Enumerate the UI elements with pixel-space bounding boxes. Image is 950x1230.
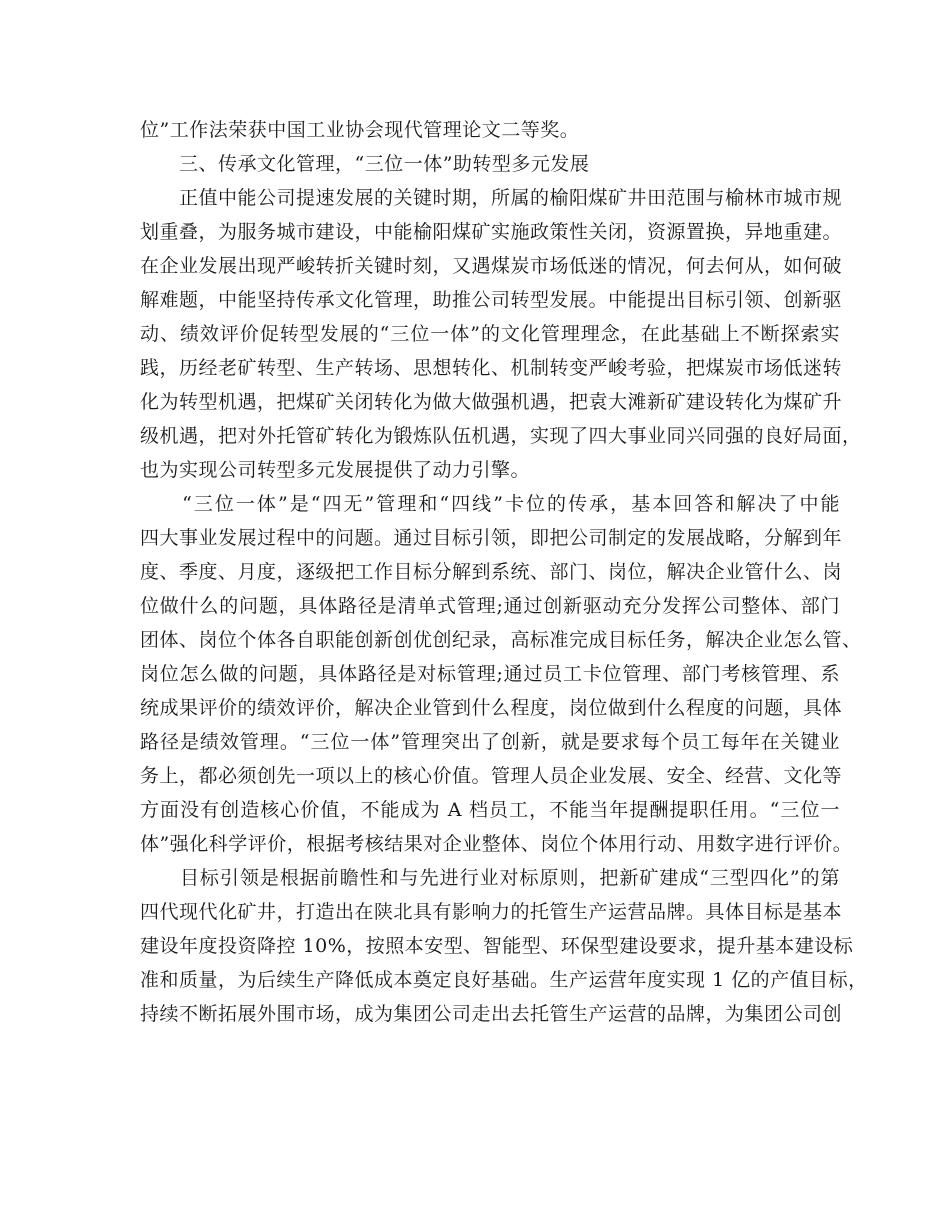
text-line: 方面没有创造核心价值，不能成为 A 档员工，不能当年提酬提职任用。“三位一 xyxy=(140,799,840,821)
text-line: 划重叠，为服务城市建设，中能榆阳煤矿实施政策性关闭，资源置换，异地重建。 xyxy=(140,221,843,243)
text-line: “三位一体”是“四无”管理和“四线”卡位的传承，基本回答和解决了中能 xyxy=(140,493,840,515)
text-line: 也为实现公司转型多元发展提供了动力引擎。 xyxy=(140,459,531,481)
text-line: 建设年度投资降控 10%，按照本安型、智能型、环保型建设要求，提升基本建设标 xyxy=(140,935,854,957)
text-line: 动、绩效评价促转型发展的“三位一体”的文化管理理念，在此基础上不断探索实 xyxy=(140,323,840,345)
text-line: 统成果评价的绩效评价，解决企业管到什么程度，岗位做到什么程度的问题，具体 xyxy=(140,697,843,719)
text-line: 持续不断拓展外围市场，成为集团公司走出去托管生产运营的品牌，为集团公司创 xyxy=(140,1003,843,1025)
text-line: 在企业发展出现严峻转折关键时刻，又遇煤炭市场低迷的情况，何去何从，如何破 xyxy=(140,255,843,277)
text-line: 团体、岗位个体各自职能创新创优创纪录，高标准完成目标任务，解决企业怎么管、 xyxy=(140,629,862,651)
text-line: 位做什么的问题，具体路径是清单式管理;通过创新驱动充分发挥公司整体、部门 xyxy=(140,595,840,617)
text-line: 位”工作法荣获中国工业协会现代管理论文二等奖。 xyxy=(140,119,580,141)
text-line: 正值中能公司提速发展的关键时期，所属的榆阳煤矿井田范围与榆林市城市规 xyxy=(140,187,843,209)
text-line: 度、季度、月度，逐级把工作目标分解到系统、部门、岗位，解决企业管什么、岗 xyxy=(140,561,843,583)
text-line: 目标引领是根据前瞻性和与先进行业对标原则，把新矿建成“三型四化”的第 xyxy=(140,867,840,889)
text-line: 准和质量，为后续生产降低成本奠定良好基础。生产运营年度实现 1 亿的产值目标， xyxy=(140,969,868,991)
text-line: 化为转型机遇，把煤矿关闭转化为做大做强机遇，把袁大滩新矿建设转化为煤矿升 xyxy=(140,391,843,413)
text-line: 务上，都必须创先一项以上的核心价值。管理人员企业发展、安全、经营、文化等 xyxy=(140,765,843,787)
text-line: 级机遇，把对外托管矿转化为锻炼队伍机遇，实现了四大事业同兴同强的良好局面， xyxy=(140,425,862,447)
text-line: 体”强化科学评价，根据考核结果对企业整体、岗位个体用行动、用数字进行评价。 xyxy=(140,833,853,855)
text-line: 路径是绩效管理。“三位一体”管理突出了创新，就是要求每个员工每年在关键业 xyxy=(140,731,840,753)
text-line: 四代现代化矿井，打造出在陕北具有影响力的托管生产运营品牌。具体目标是基本 xyxy=(140,901,843,923)
text-line: 解难题，中能坚持传承文化管理，助推公司转型发展。中能提出目标引领、创新驱 xyxy=(140,289,843,311)
text-line: 四大事业发展过程中的问题。通过目标引领，即把公司制定的发展战略，分解到年 xyxy=(140,527,843,549)
section-heading: 三、传承文化管理，“三位一体”助转型多元发展 xyxy=(140,153,590,175)
text-line: 践，历经老矿转型、生产转场、思想转化、机制转变严峻考验，把煤炭市场低迷转 xyxy=(140,357,843,379)
text-line: 岗位怎么做的问题，具体路径是对标管理;通过员工卡位管理、部门考核管理、系 xyxy=(140,663,840,685)
